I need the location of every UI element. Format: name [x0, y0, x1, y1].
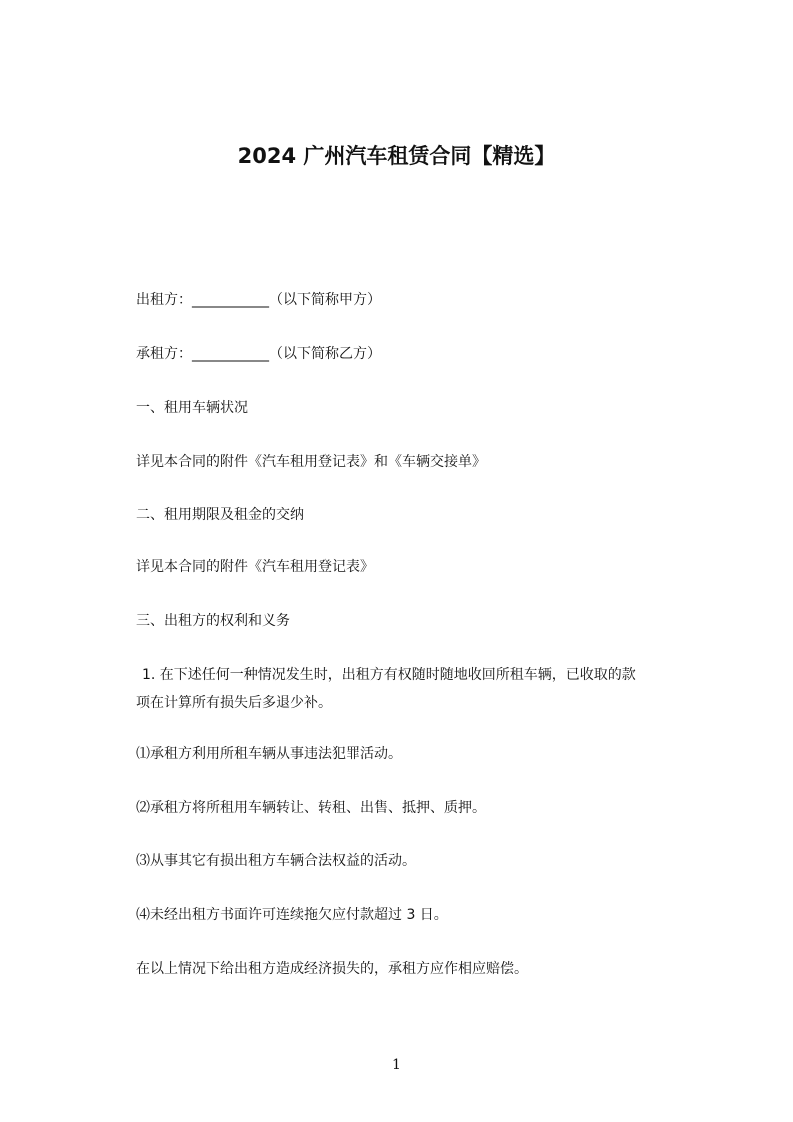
item-2: ⑵承租方将所租用车辆转让、转租、出售、抵押、质押。: [136, 800, 486, 816]
section-2-heading: 二、租用期限及租金的交纳: [136, 507, 304, 523]
clause-1: [136, 661, 718, 717]
item-3: ⑶从事其它有损出租方车辆合法权益的活动。: [136, 853, 416, 869]
document-title: 2024 广州汽车租赁合同【精选】: [237, 144, 556, 168]
section-1-text: 详见本合同的附件《汽车租用登记表》和《车辆交接单》: [136, 454, 486, 470]
compensation-text: 在以上情况下给出租方造成经济损失的，承租方应作相应赔偿。: [136, 961, 528, 977]
section-3-heading: 三、出租方的权利和义务: [136, 613, 290, 629]
item-1: ⑴承租方利用所租车辆从事违法犯罪活动。: [136, 746, 402, 762]
clause-1-line-2: 项在计算所有损失后多退少补。: [136, 695, 332, 711]
section-2-text: 详见本合同的附件《汽车租用登记表》: [136, 559, 374, 575]
lessee-line: 承租方：___________（以下简称乙方）: [136, 346, 381, 362]
page-number: 1: [392, 1057, 401, 1073]
clause-1-line-1: 1. 在下述任何一种情况发生时，出租方有权随时随地收回所租车辆，已收取的款: [142, 667, 636, 683]
item-4: ⑷未经出租方书面许可连续拖欠应付款超过 3 日。: [136, 907, 448, 923]
lessor-line: 出租方：___________（以下简称甲方）: [136, 292, 381, 308]
section-1-heading: 一、租用车辆状况: [136, 400, 248, 416]
